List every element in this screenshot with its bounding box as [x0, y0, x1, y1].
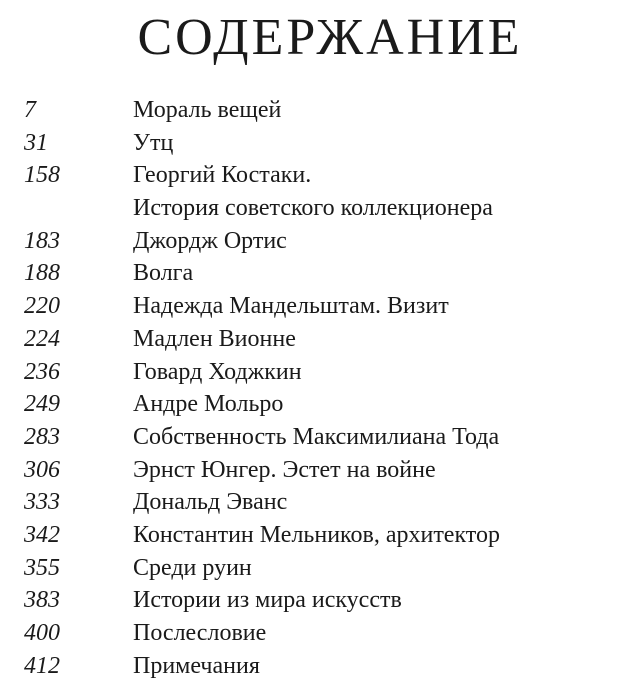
toc-entry-title: Истории из мира искусств: [133, 587, 402, 614]
toc-entry-title: Волга: [133, 260, 194, 287]
toc-entry: [0, 584, 620, 617]
toc-entry: [0, 519, 620, 552]
toc-page-number: 236: [24, 358, 60, 385]
toc-page-number: 342: [24, 521, 60, 548]
toc-entry: [0, 290, 620, 323]
toc-entry-title: Среди руин: [133, 554, 252, 581]
toc-entry: [0, 323, 620, 356]
toc-entry-title: Константин Мельников, архитектор: [133, 521, 500, 548]
toc-page-number: 355: [24, 554, 60, 581]
toc-page-number: 31: [24, 129, 48, 156]
table-of-contents: [0, 94, 620, 682]
toc-page-number: 158: [24, 162, 60, 189]
toc-entry-title: Послесловие: [133, 620, 267, 646]
toc-entry-title: Говард Ходжкин: [133, 358, 302, 385]
toc-entry-title: Мораль вещей: [133, 97, 282, 123]
toc-entry: [0, 617, 620, 650]
toc-page-number: 306: [24, 456, 60, 483]
toc-entry-title: Георгий Костаки.: [133, 162, 312, 189]
toc-entry-title: Дональд Эванс: [133, 489, 288, 516]
toc-entry: [0, 356, 620, 389]
toc-entry-title: История советского коллекционера: [133, 195, 493, 222]
toc-entry: [0, 225, 620, 258]
toc-entry-title: Мадлен Вионне: [133, 325, 296, 352]
toc-entry-title: Собственность Максимилиана Тода: [133, 423, 500, 450]
toc-page-number: 220: [24, 293, 60, 320]
toc-entry-title: Эрнст Юнгер. Эстет на войне: [133, 456, 436, 483]
toc-entry: [0, 454, 620, 487]
toc-entry: [0, 257, 620, 290]
toc-entry-continuation: [0, 192, 620, 225]
toc-entry-title: Джордж Ортис: [133, 227, 287, 254]
toc-entry: [0, 650, 620, 683]
toc-page-number: 188: [24, 260, 60, 287]
toc-page-number: 283: [24, 423, 60, 450]
toc-entry: [0, 421, 620, 454]
toc-entry: [0, 552, 620, 585]
toc-page-number: 412: [24, 652, 60, 679]
toc-entry: [0, 94, 620, 127]
toc-page-number: 249: [24, 391, 60, 418]
toc-entry: [0, 159, 620, 192]
toc-entry: [0, 127, 620, 160]
toc-page-number: 183: [24, 227, 60, 254]
toc-page-number: 400: [24, 620, 60, 646]
toc-entry: [0, 486, 620, 519]
toc-entry-title: Утц: [133, 129, 174, 156]
toc-entry-title: Андре Мольро: [133, 391, 284, 418]
toc-entry-title: Надежда Мандельштам. Визит: [133, 293, 449, 320]
toc-page-number: 7: [24, 97, 36, 123]
toc-page-number: 333: [24, 489, 60, 516]
toc-entry: [0, 388, 620, 421]
toc-page-number: 383: [24, 587, 60, 614]
toc-entry-title: Примечания: [133, 652, 260, 679]
page-title: СОДЕРЖАНИЕ: [137, 9, 523, 66]
toc-page-number: 224: [24, 325, 60, 352]
